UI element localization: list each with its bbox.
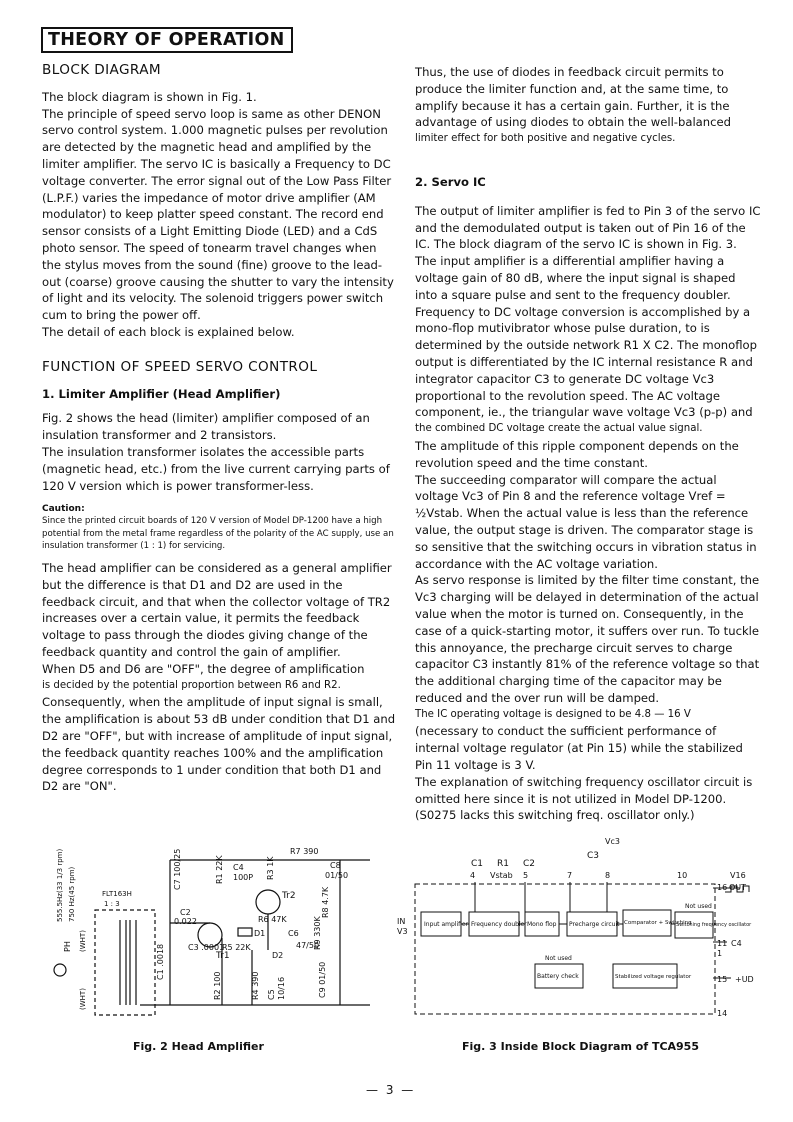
- caution-text: Since the printed circuit boards of 120 V version of Model DP-1200 have a high potential from the metal frame regardless of the polarity of the AC supply, use an insulation transformer (1 : 1) for servicing.: [42, 516, 394, 551]
- r2-label: R2 100: [213, 971, 222, 1000]
- d1-label: D1: [254, 929, 266, 938]
- paragraph: Fig. 2 shows the head (limiter) amplifier composed of an insulation transformer and 2 transistors.: [42, 411, 370, 443]
- c2-label: C2: [180, 908, 191, 917]
- right-column: [415, 64, 761, 824]
- c6-value: 47/50: [296, 941, 320, 950]
- subsection-heading: 1. Limiter Amplifier (Head Amplifier): [42, 386, 281, 401]
- paragraph: the combined DC voltage create the actual value signal.: [415, 423, 703, 435]
- c5-value: 10/16: [277, 976, 286, 1000]
- c1-label: C1 .0018: [156, 943, 165, 980]
- c3-label: C3: [587, 851, 600, 861]
- pin4: 4: [470, 871, 476, 880]
- freq-label-1: 555.5Hz(33 1/3 rpm): [56, 848, 64, 922]
- paragraph: The output of limiter amplifier is fed to Pin 3 of the servo IC and the demodulated output is taken out of Pin 16 of the IC. The block diagram of the servo IC is shown in Fig. 3. The input amplifier is a differential amplifier having a voltage gain of 80 dB, where the input signal is shaped into a square pulse and sent to the frequency doubler. Frequency to DC voltage conversion is accomplished by a mono-flop mutivibrator whose pulse duration, to is determined by the outside network R1 X C2. The monoflop output is differentiated by the IC internal resistance R and integrator capacitor C3 to generate DC voltage Vc3 proportional to the revolution speed. The AC voltage component, ie., the triangular wave voltage Vc3 (p-p) and: [415, 203, 761, 420]
- mono-flop-label: Mono flop: [527, 921, 557, 928]
- c1-label: C1: [471, 859, 484, 869]
- r6-label: R6 47K: [258, 915, 287, 924]
- battery-check-label: Battery check: [537, 973, 579, 980]
- precharge-label: Precharge circuit: [569, 921, 620, 928]
- r1-label: R1: [497, 859, 509, 869]
- ud-label: +UD: [735, 975, 754, 984]
- r9-label: R9 330K: [313, 916, 322, 950]
- ph-label: PH: [63, 941, 72, 952]
- c2-label: C2: [523, 859, 536, 869]
- r7-label: R7 390: [290, 847, 319, 856]
- pin15: 15: [717, 975, 728, 984]
- paragraph: The detail of each block is explained below.: [42, 324, 295, 339]
- caution-title: Caution:: [42, 504, 85, 515]
- not-used-label-2: Not used: [545, 955, 572, 962]
- c8-label: C8: [330, 861, 341, 870]
- paragraph: is decided by the potential proportion between R6 and R2.: [42, 679, 341, 691]
- comparator-label: Comparator + Switching: [624, 920, 692, 926]
- paragraph: The principle of speed servo loop is same as other DENON servo control system. 1.000 magnetic pulses per revolution are detected by the magnetic head and amplified by the limiter amplifier. The servo IC is basically a Frequency to DC voltage converter. The error signal out of the Low Pass Filter (L.P.F.) varies the impedance of motor drive amplifier (AM modulator) to keep platter speed constant. The record end sensor consists of a Light Emitting Diode (LED) and a CdS photo sensor. The speed of tonearm travel changes when the stylus moves from the sound (fine) groove to the lead-out (coarse) groove causing the shutter to vary the intensity of light and its velocity. The solenoid triggers power switch cum to bring the power off.: [42, 106, 394, 323]
- c4-label: C4: [233, 863, 244, 872]
- paragraph: The insulation transformer isolates the accessible parts (magnetic head, etc.) from the live current carrying parts of 120 V version which is power transformer-less.: [42, 444, 390, 493]
- pin11: 11: [717, 939, 728, 948]
- wires: [461, 882, 740, 978]
- r4-label: R4 390: [251, 971, 260, 1000]
- ic-boundary: [415, 884, 715, 1014]
- transformer-label: FLT163H: [102, 890, 132, 898]
- in-label: IN: [397, 917, 406, 926]
- tca955-block-diagram: [395, 832, 765, 1032]
- c4-label: C4: [731, 939, 742, 948]
- wht-label: (WHT): [79, 930, 87, 952]
- paragraph: The IC operating voltage is designed to be 4.8 — 16 V: [415, 708, 691, 720]
- paragraph: The amplitude of this ripple component depends on the revolution speed and the time constant.: [415, 438, 739, 470]
- input-amplifier-label: Input amplifier: [424, 921, 469, 928]
- tr2-label: Tr2: [282, 891, 296, 901]
- paragraph: As servo response is limited by the filter time constant, the Vc3 charging will be delayed in determination of the actual value when the motor is turned on. Consequently, in the case of a quick-starting motor, it suffers over run. To tuckle this annoyance, the precharge circuit serves to charge capacitor C3 instantly 81% of the reference voltage so that the additional charging time of the capacitor may be reduced and the over run will be damped.: [415, 573, 760, 705]
- section-title: THEORY OF OPERATION: [41, 27, 293, 53]
- not-used-label: Not used: [685, 903, 712, 910]
- c7-label: C7 100/25: [173, 848, 182, 890]
- c2-value: 0.022: [174, 917, 197, 926]
- paragraph: The succeeding comparator will compare the actual voltage Vc3 of Pin 8 and the reference voltage Vref = ½Vstab. When the actual value is less than the reference value, the output stage is driven. The comparator stage is so sensitive that the switching occurs in vibration status in accordance with the AC voltage variation.: [415, 472, 757, 571]
- pin1: 1: [717, 949, 723, 958]
- left-column: [42, 62, 398, 795]
- d2-label: D2: [272, 951, 284, 960]
- paragraph: When D5 and D6 are "OFF", the degree of amplification: [42, 661, 365, 676]
- paragraph: Consequently, when the amplitude of input signal is small, the amplification is about 53 dB under condition that D1 and D2 are "OFF", but with increase of amplitude of input signal, the feedback quantity reaches 100% and the amplification degree corresponds to 1 under condition that both D1 and D2 are "ON".: [42, 695, 396, 794]
- r5-label: R5 22K: [222, 943, 251, 952]
- head-amplifier-schematic: [40, 830, 380, 1030]
- r8-label: R8 4.7K: [321, 886, 330, 918]
- tr2-symbol: [256, 890, 280, 914]
- c4-value: 100P: [233, 873, 254, 882]
- pin8: 8: [605, 871, 611, 880]
- block-diagram-heading: BLOCK DIAGRAM: [42, 62, 162, 78]
- wht-label-2: (WHT): [79, 988, 87, 1010]
- magnetic-head-symbol: [54, 964, 66, 976]
- paragraph: The block diagram is shown in Fig. 1.: [42, 89, 257, 104]
- paragraph: Thus, the use of diodes in feedback circuit permits to produce the limiter function and, at the same time, to amplify because it has a certain gain. Further, it is the advantage of using diodes to obtain the well-balanced: [415, 65, 731, 130]
- c6-label: C6: [288, 929, 299, 938]
- freq-label-2: 750 Hz(45 rpm): [68, 866, 76, 922]
- paragraph: limiter effect for both positive and negative cycles.: [415, 133, 676, 145]
- vstab-label: Vstab: [490, 871, 513, 880]
- v16-label: V16: [730, 871, 746, 880]
- pin5: 5: [523, 871, 529, 880]
- ratio-label: 1 : 3: [104, 900, 120, 908]
- frequency-doubler-label: Frequency doubler: [471, 921, 527, 928]
- c8-value: 01/50: [325, 871, 349, 880]
- paragraph: The head amplifier can be considered as a general amplifier but the difference is that D1 and D2 are used in the feedback circuit, and that when the collector voltage of TR2 increases over a certain value, it permits the feedback voltage to pass through the diodes giving change of the feedback quantity and control the gain of amplifier.: [42, 560, 392, 659]
- fig2-caption: Fig. 2 Head Amplifier: [133, 1040, 264, 1053]
- c3-label: C3 .0001: [188, 943, 225, 952]
- transformer-core: [120, 920, 136, 1005]
- fig3-caption: Fig. 3 Inside Block Diagram of TCA955: [462, 1040, 699, 1053]
- tr1-label: Tr1: [216, 951, 230, 961]
- c5-label: C5: [267, 989, 276, 1000]
- out-label: OUT: [729, 883, 747, 892]
- d1-symbol: [238, 928, 252, 936]
- pin7: 7: [567, 871, 573, 880]
- pin10: 10: [677, 871, 688, 880]
- paragraph: The explanation of switching frequency oscillator circuit is omitted here since it is not utilized in Model DP-1200. (S0275 lacks this switching freq. oscillator only.): [415, 774, 753, 823]
- r1-label: R1 22K: [215, 855, 224, 884]
- vc3-label: Vc3: [605, 837, 620, 846]
- r3-label: R3 1K: [266, 856, 275, 880]
- function-heading: FUNCTION OF SPEED SERVO CONTROL: [42, 358, 318, 375]
- pin16: 16: [717, 883, 728, 892]
- oscillator-label: Switching frequency oscillator: [676, 922, 752, 928]
- paragraph: (necessary to conduct the sufficient performance of internal voltage regulator (at Pin 15) while the stabilized Pin 11 voltage is 3 V.: [415, 724, 743, 773]
- transformer-box: [95, 910, 155, 1015]
- subsection-heading: 2. Servo IC: [415, 174, 486, 189]
- v3-label: V3: [397, 927, 408, 936]
- page-number: — 3 —: [366, 1083, 416, 1097]
- c9-label: C9 01/50: [318, 961, 327, 998]
- pin14: 14: [717, 1009, 728, 1018]
- regulator-label: Stabilized voltage regulator: [615, 974, 692, 980]
